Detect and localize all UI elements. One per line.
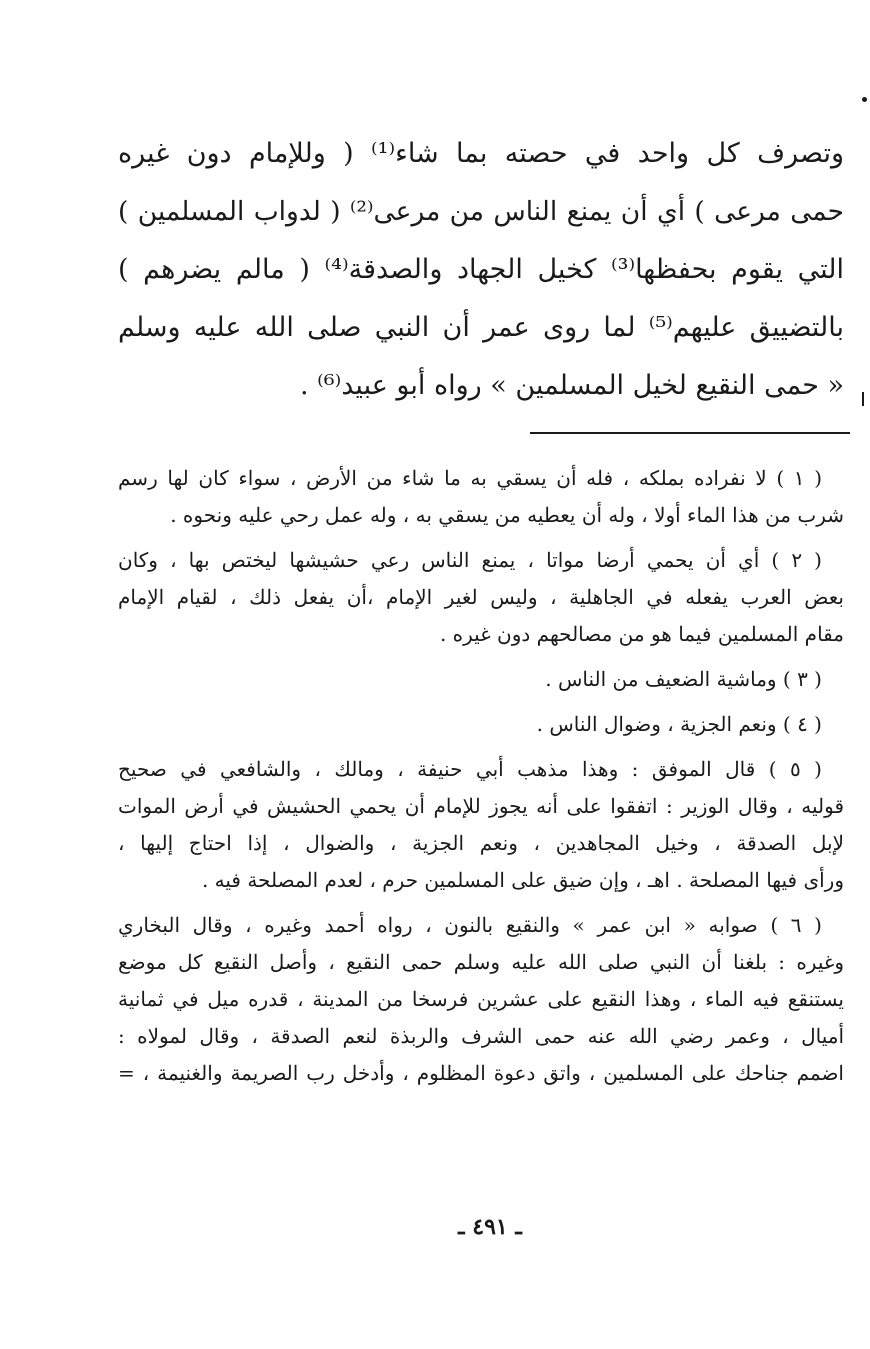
footnote-line: مقام المسلمين فيما هو من مصالحهم دون غيره . [439, 622, 844, 646]
footnote-line: ( ٣ ) وماشية الضعيف من الناس . [545, 667, 822, 691]
footnote-3 [118, 661, 844, 698]
footnote-line: ورأى فيها المصلحة . اهـ ، وإن ضيق على المسلمين حرم ، لعدم المصلحة فيه . [201, 868, 844, 892]
main-text-line: وتصرف كل واحد في حصته بما شاء⁽¹⁾ ( وللإمام دون غيره [118, 138, 844, 169]
footnote-line: شرب من هذا الماء أولا ، وله أن يعطيه من يسقي به ، وله عمل رحي عليه ونحوه . [170, 503, 844, 527]
footnote-line: لإبل الصدقة ، وخيل المجاهدين ، ونعم الجزية ، والضوال ، إذا احتاج إليها ، [118, 831, 844, 855]
footnote-line: أميال ، وعمر رضي الله عنه حمى الشرف والربذة لنعم الصدقة ، وقال لمولاه : [118, 1024, 844, 1048]
footnote-line: يستنقع فيه الماء ، وهذا النقيع على عشرين فرسخا من المدينة ، قدره ميل في ثمانية [118, 987, 844, 1011]
footnote-line: اضمم جناحك على المسلمين ، واتق دعوة المظلوم ، وأدخل رب الصريمة والغنيمة ، = [118, 1061, 844, 1085]
footnote-line: ( ١ ) لا نفراده بملكه ، فله أن يسقي به ما شاء من الأرض ، سواء كان لها رسم [118, 466, 822, 490]
footnote-line: بعض العرب يفعله في الجاهلية ، وليس لغير الإمام ،أن يفعل ذلك ، لقيام الإمام [118, 585, 844, 609]
footnote-line: ( ٤ ) ونعم الجزية ، وضوال الناس . [536, 712, 822, 736]
footnote-5 [118, 751, 844, 899]
footnote-2 [118, 542, 844, 653]
main-text-line: « حمى النقيع لخيل المسلمين » رواه أبو عبيد⁽⁶⁾ . [300, 370, 844, 401]
main-text-line: حمى مرعى ) أي أن يمنع الناس من مرعى⁽²⁾ ( لدواب المسلمين ) [118, 196, 845, 227]
main-text-line: بالتضييق عليهم⁽⁵⁾ لما روى عمر أن النبي صلى الله عليه وسلم [118, 312, 845, 343]
footnote-6 [118, 907, 844, 1092]
footnote-4 [118, 706, 844, 743]
footnote-line: ( ٦ ) صوابه « ابن عمر » والنقيع بالنون ، رواه أحمد وغيره ، وقال البخاري [118, 913, 822, 937]
page-number: ـ ٤٩١ ـ [458, 1214, 522, 1240]
main-text-block [118, 125, 844, 415]
main-text-line: التي يقوم بحفظها⁽³⁾ كخيل الجهاد والصدقة⁽⁴⁾ ( مالم يضرهم ) [118, 254, 844, 285]
footnote-line: وغيره : بلغنا أن النبي صلى الله عليه وسلم حمى النقيع ، وأصل النقيع كل موضع [118, 950, 844, 974]
main-text [118, 125, 844, 415]
margin-tick [862, 392, 864, 406]
footnote-line: ( ٢ ) أي أن يحمي أرضا مواتا ، يمنع الناس رعي حشيشها ليختص بها ، وكان [118, 548, 822, 572]
footnotes [118, 460, 844, 1100]
footnote-line: ( ٥ ) قال الموفق : وهذا مذهب أبي حنيفة ، ومالك ، والشافعي في صحيح [118, 757, 822, 781]
margin-dot [862, 97, 867, 102]
footnote-line: قوليه ، وقال الوزير : اتفقوا على أنه يجوز للإمام أن يحمي الحشيش في أرض الموات [118, 794, 844, 818]
footnote-1 [118, 460, 844, 534]
footnote-separator [530, 432, 850, 434]
